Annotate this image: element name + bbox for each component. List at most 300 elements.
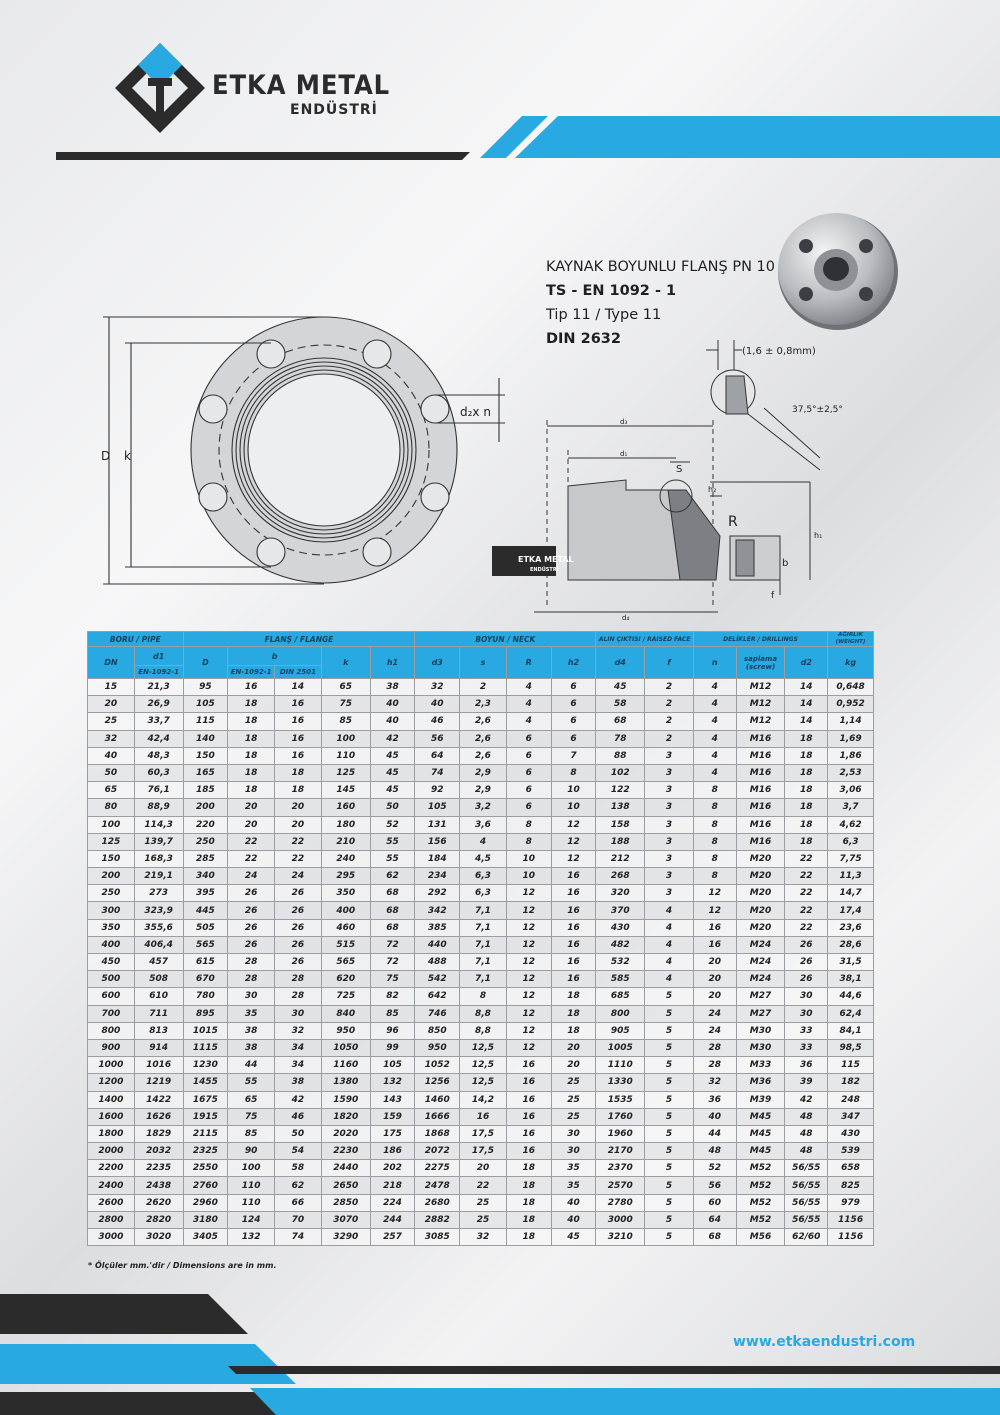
table-cell: 440 [415, 936, 460, 953]
table-cell: 22 [785, 885, 828, 902]
table-cell: 58 [275, 1160, 322, 1177]
table-cell: 114,3 [134, 816, 183, 833]
table-cell: 350 [88, 919, 135, 936]
table-cell: 3085 [415, 1229, 460, 1246]
table-cell: 8 [506, 833, 551, 850]
dim-d4-label: d₄ [622, 614, 630, 622]
table-cell: 395 [183, 885, 228, 902]
table-cell: 50 [88, 764, 135, 781]
table-cell: 30 [275, 1005, 322, 1022]
table-cell: 138 [596, 799, 645, 816]
table-cell: 2115 [183, 1125, 228, 1142]
table-cell: 8 [693, 782, 736, 799]
table-cell: 20 [228, 816, 275, 833]
table-cell: 45 [596, 679, 645, 696]
table-cell: 2200 [88, 1160, 135, 1177]
table-cell: 8 [693, 816, 736, 833]
table-cell: 18 [506, 1229, 551, 1246]
table-cell: 895 [183, 1005, 228, 1022]
table-row [88, 1177, 874, 1194]
table-cell: 139,7 [134, 833, 183, 850]
table-cell: M20 [736, 885, 785, 902]
table-cell: 30 [551, 1143, 596, 1160]
table-cell: 620 [321, 971, 370, 988]
table-cell: 38 [228, 1022, 275, 1039]
table-cell: 62/60 [785, 1229, 828, 1246]
table-cell: 25 [88, 713, 135, 730]
table-cell: 8 [506, 816, 551, 833]
table-row [88, 919, 874, 936]
table-cell: 68 [693, 1229, 736, 1246]
table-cell: 22 [785, 902, 828, 919]
table-cell: 565 [321, 954, 370, 971]
table-row [88, 850, 874, 867]
table-cell: 515 [321, 936, 370, 953]
table-cell: 460 [321, 919, 370, 936]
brand-name: ETKA METAL [212, 70, 391, 101]
table-cell: 488 [415, 954, 460, 971]
table-cell: 825 [828, 1177, 874, 1194]
table-cell: 132 [228, 1229, 275, 1246]
table-row [88, 1143, 874, 1160]
product-title-line3: Tip 11 / Type 11 [546, 307, 662, 323]
group-weight: AĞIRLIK (WEIGHT) [828, 632, 874, 647]
table-cell: 24 [228, 868, 275, 885]
table-cell: 48 [785, 1143, 828, 1160]
table-cell: 92 [415, 782, 460, 799]
table-cell: 48,3 [134, 747, 183, 764]
table-cell: 1156 [828, 1211, 874, 1228]
col-kg: kg [828, 647, 874, 679]
table-cell: 20 [275, 816, 322, 833]
table-cell: 40 [88, 747, 135, 764]
table-cell: 115 [828, 1057, 874, 1074]
table-cell: 2235 [134, 1160, 183, 1177]
table-cell: 5 [645, 1039, 694, 1056]
table-cell: 66 [275, 1194, 322, 1211]
table-cell: 8,8 [460, 1022, 507, 1039]
table-cell: 24 [693, 1005, 736, 1022]
table-cell: 2820 [134, 1211, 183, 1228]
table-body [88, 679, 874, 1246]
table-cell: 210 [321, 833, 370, 850]
table-cell: 56/55 [785, 1211, 828, 1228]
table-cell: 185 [183, 782, 228, 799]
table-cell: 1256 [415, 1074, 460, 1091]
table-cell: M12 [736, 679, 785, 696]
table-cell: 3 [645, 850, 694, 867]
table-cell: 12 [551, 833, 596, 850]
col-f: f [645, 647, 694, 679]
table-cell: 670 [183, 971, 228, 988]
table-cell: M24 [736, 954, 785, 971]
table-cell: 85 [228, 1125, 275, 1142]
brand-subtitle: ENDÜSTRİ [290, 102, 378, 118]
table-cell: 746 [415, 1005, 460, 1022]
table-cell: 1868 [415, 1125, 460, 1142]
table-cell: 16 [551, 954, 596, 971]
table-cell: 1535 [596, 1091, 645, 1108]
table-cell: 16 [551, 936, 596, 953]
table-cell: 202 [370, 1160, 415, 1177]
table-cell: M45 [736, 1125, 785, 1142]
table-cell: 450 [88, 954, 135, 971]
flange-photo [772, 206, 902, 336]
table-cell: 12 [506, 1039, 551, 1056]
table-cell: M30 [736, 1022, 785, 1039]
table-cell: 4 [645, 971, 694, 988]
table-cell: 6 [551, 713, 596, 730]
table-cell: 132 [370, 1074, 415, 1091]
table-cell: 24 [693, 1022, 736, 1039]
table-cell: 12 [506, 954, 551, 971]
table-row [88, 885, 874, 902]
table-cell: 212 [596, 850, 645, 867]
table-cell: 125 [88, 833, 135, 850]
table-cell: 62,4 [828, 1005, 874, 1022]
table-cell: 50 [370, 799, 415, 816]
table-cell: 22 [785, 868, 828, 885]
table-cell: 1,86 [828, 747, 874, 764]
table-cell: 12 [551, 850, 596, 867]
table-cell: 102 [596, 764, 645, 781]
table-cell: 68 [370, 919, 415, 936]
table-cell: 60,3 [134, 764, 183, 781]
table-cell: 5 [645, 1160, 694, 1177]
table-cell: 70 [275, 1211, 322, 1228]
table-cell: 26 [228, 919, 275, 936]
table-cell: 12,5 [460, 1039, 507, 1056]
table-cell: 30 [551, 1125, 596, 1142]
table-cell: 3290 [321, 1229, 370, 1246]
website-link[interactable]: www.etkaendustri.com [733, 1334, 916, 1350]
table-row [88, 988, 874, 1005]
dim-d2n-label: d₂x n [460, 405, 491, 419]
table-cell: 257 [370, 1229, 415, 1246]
table-cell: 840 [321, 1005, 370, 1022]
table-row [88, 1039, 874, 1056]
table-cell: 1016 [134, 1057, 183, 1074]
table-cell: 10 [506, 868, 551, 885]
table-cell: 1400 [88, 1091, 135, 1108]
table-row [88, 902, 874, 919]
dim-d1-label: d₁ [620, 450, 628, 458]
table-row [88, 1091, 874, 1108]
table-cell: 4,62 [828, 816, 874, 833]
table-cell: 457 [134, 954, 183, 971]
table-cell: 34 [275, 1057, 322, 1074]
table-cell: 508 [134, 971, 183, 988]
group-flange: FLANŞ / FLANGE [183, 632, 415, 647]
table-cell: 10 [551, 799, 596, 816]
table-row [88, 1211, 874, 1228]
table-cell: 20 [275, 799, 322, 816]
table-cell: 6,3 [828, 833, 874, 850]
table-cell: 22 [228, 833, 275, 850]
col-k: k [321, 647, 370, 679]
table-cell: 180 [321, 816, 370, 833]
dim-D-label: D [101, 449, 111, 463]
table-cell: 3 [645, 747, 694, 764]
table-cell: 780 [183, 988, 228, 1005]
table-cell: 52 [370, 816, 415, 833]
table-cell: 5 [645, 1229, 694, 1246]
table-cell: 44 [228, 1057, 275, 1074]
table-cell: 6 [551, 730, 596, 747]
table-cell: 28,6 [828, 936, 874, 953]
table-cell: 14,2 [460, 1091, 507, 1108]
table-cell: 14 [785, 696, 828, 713]
table-row [88, 696, 874, 713]
table-cell: 96 [370, 1022, 415, 1039]
table-cell: 1666 [415, 1108, 460, 1125]
table-cell: 45 [370, 747, 415, 764]
table-cell: M56 [736, 1229, 785, 1246]
table-cell: 17,4 [828, 902, 874, 919]
table-cell: 80 [88, 799, 135, 816]
table-cell: 400 [321, 902, 370, 919]
table-cell: M39 [736, 1091, 785, 1108]
table-cell: 85 [370, 1005, 415, 1022]
table-cell: 5 [645, 1108, 694, 1125]
table-cell: 38 [370, 679, 415, 696]
table-cell: 156 [415, 833, 460, 850]
table-cell: M12 [736, 713, 785, 730]
table-cell: 12 [551, 816, 596, 833]
table-cell: 1000 [88, 1057, 135, 1074]
table-cell: 158 [596, 816, 645, 833]
table-cell: 68 [370, 902, 415, 919]
table-cell: 5 [645, 1057, 694, 1074]
table-cell: 250 [88, 885, 135, 902]
dim-angle-label: 37,5°±2,5° [792, 405, 843, 415]
table-cell: 292 [415, 885, 460, 902]
table-cell: 56/55 [785, 1177, 828, 1194]
table-cell: 42,4 [134, 730, 183, 747]
table-cell: 28 [228, 971, 275, 988]
table-cell: 75 [370, 971, 415, 988]
table-cell: 2,9 [460, 764, 507, 781]
table-cell: 110 [228, 1177, 275, 1194]
table-cell: 26 [275, 954, 322, 971]
table-cell: 186 [370, 1143, 415, 1160]
flange-front-drawing [95, 312, 515, 594]
table-row [88, 816, 874, 833]
table-cell: 56/55 [785, 1160, 828, 1177]
table-cell: 2 [645, 696, 694, 713]
table-cell: 323,9 [134, 902, 183, 919]
table-cell: 22 [228, 850, 275, 867]
table-cell: 14 [785, 679, 828, 696]
table-cell: 25 [551, 1108, 596, 1125]
col-d4: d4 [596, 647, 645, 679]
table-cell: 8 [693, 799, 736, 816]
table-cell: 105 [183, 696, 228, 713]
table-cell: 18 [228, 782, 275, 799]
table-cell: 18 [506, 1177, 551, 1194]
table-cell: 48 [693, 1143, 736, 1160]
table-row [88, 679, 874, 696]
table-cell: 40 [551, 1194, 596, 1211]
table-cell: 3,06 [828, 782, 874, 799]
table-cell: 10 [506, 850, 551, 867]
table-cell: 16 [506, 1125, 551, 1142]
table-cell: 20 [551, 1039, 596, 1056]
table-cell: 18 [228, 696, 275, 713]
table-cell: 220 [183, 816, 228, 833]
col-s: s [460, 647, 507, 679]
table-cell: 8 [693, 868, 736, 885]
table-cell: 32 [88, 730, 135, 747]
table-cell: 12 [506, 885, 551, 902]
table-cell: 8 [693, 850, 736, 867]
table-cell: 16 [506, 1057, 551, 1074]
table-cell: 6 [506, 730, 551, 747]
header-stripes [0, 110, 1000, 170]
table-cell: 295 [321, 868, 370, 885]
table-row [88, 1194, 874, 1211]
table-cell: 1330 [596, 1074, 645, 1091]
table-cell: M27 [736, 1005, 785, 1022]
table-cell: 2,9 [460, 782, 507, 799]
table-cell: 143 [370, 1091, 415, 1108]
table-cell: 44 [693, 1125, 736, 1142]
table-cell: 32 [415, 679, 460, 696]
table-cell: 850 [415, 1022, 460, 1039]
table-cell: 78 [596, 730, 645, 747]
table-cell: 17,5 [460, 1143, 507, 1160]
dim-gap-label: (1,6 ± 0,8mm) [742, 346, 816, 357]
table-cell: 12 [506, 936, 551, 953]
table-cell: M24 [736, 971, 785, 988]
table-cell: 15 [88, 679, 135, 696]
col-b: b [228, 647, 322, 666]
table-row [88, 730, 874, 747]
table-cell: 1160 [321, 1057, 370, 1074]
table-cell: 1230 [183, 1057, 228, 1074]
table-cell: 4 [645, 936, 694, 953]
table-cell: 39 [785, 1074, 828, 1091]
table-cell: 26 [785, 971, 828, 988]
table-cell: 110 [321, 747, 370, 764]
table-cell: 188 [596, 833, 645, 850]
dim-d3-label: d₃ [620, 418, 628, 426]
table-cell: 160 [321, 799, 370, 816]
table-cell: 600 [88, 988, 135, 1005]
table-cell: 46 [275, 1108, 322, 1125]
table-cell: 5 [645, 1022, 694, 1039]
table-row [88, 782, 874, 799]
table-cell: 75 [228, 1108, 275, 1125]
table-cell: 16 [506, 1074, 551, 1091]
table-cell: 20 [460, 1160, 507, 1177]
table-cell: 42 [275, 1091, 322, 1108]
table-cell: 445 [183, 902, 228, 919]
table-cell: 3,6 [460, 816, 507, 833]
table-cell: 615 [183, 954, 228, 971]
table-cell: M52 [736, 1177, 785, 1194]
table-cell: 159 [370, 1108, 415, 1125]
table-cell: 4 [645, 919, 694, 936]
table-cell: 7,1 [460, 919, 507, 936]
table-cell: 2400 [88, 1177, 135, 1194]
table-cell: 4 [693, 713, 736, 730]
table-cell: 3,2 [460, 799, 507, 816]
table-cell: 5 [645, 1211, 694, 1228]
table-cell: 16 [551, 971, 596, 988]
table-cell: 8,8 [460, 1005, 507, 1022]
table-cell: 84,1 [828, 1022, 874, 1039]
table-cell: 3070 [321, 1211, 370, 1228]
table-cell: 3180 [183, 1211, 228, 1228]
table-cell: 16 [506, 1143, 551, 1160]
table-cell: 585 [596, 971, 645, 988]
table-cell: 12 [506, 1005, 551, 1022]
table-cell: 18 [228, 747, 275, 764]
table-cell: 1015 [183, 1022, 228, 1039]
table-cell: 430 [596, 919, 645, 936]
table-cell: 12 [506, 971, 551, 988]
table-cell: 45 [370, 764, 415, 781]
table-cell: 65 [321, 679, 370, 696]
table-cell: 12 [693, 885, 736, 902]
group-raised-face: ALIN ÇIKTISI / RAISED FACE [596, 632, 694, 647]
table-cell: 98,5 [828, 1039, 874, 1056]
table-cell: 30 [785, 1005, 828, 1022]
table-cell: 1590 [321, 1091, 370, 1108]
table-cell: 16 [275, 730, 322, 747]
table-cell: 12 [506, 902, 551, 919]
table-cell: 64 [415, 747, 460, 764]
table-cell: 2600 [88, 1194, 135, 1211]
table-cell: M16 [736, 799, 785, 816]
table-cell: 18 [551, 1005, 596, 1022]
table-cell: 100 [88, 816, 135, 833]
table-cell: 16 [460, 1108, 507, 1125]
table-cell: 2960 [183, 1194, 228, 1211]
col-d1-standard: EN-1092-1 [134, 666, 183, 679]
table-cell: 2,53 [828, 764, 874, 781]
table-cell: 800 [596, 1005, 645, 1022]
table-cell: 1,69 [828, 730, 874, 747]
table-cell: 28 [275, 971, 322, 988]
table-cell: 3210 [596, 1229, 645, 1246]
table-cell: 75 [321, 696, 370, 713]
table-cell: 4 [693, 679, 736, 696]
group-pipe: BORU / PIPE [88, 632, 184, 647]
table-cell: 2680 [415, 1194, 460, 1211]
table-cell: 30 [785, 988, 828, 1005]
table-cell: 12 [506, 1022, 551, 1039]
table-cell: 900 [88, 1039, 135, 1056]
table-cell: M20 [736, 919, 785, 936]
table-cell: M16 [736, 747, 785, 764]
table-cell: 18 [785, 833, 828, 850]
table-cell: 90 [228, 1143, 275, 1160]
table-cell: 40 [551, 1211, 596, 1228]
table-cell: M16 [736, 816, 785, 833]
table-cell: 28 [693, 1039, 736, 1056]
table-cell: 1156 [828, 1229, 874, 1246]
table-cell: M20 [736, 850, 785, 867]
table-cell: 2620 [134, 1194, 183, 1211]
table-row [88, 954, 874, 971]
dimensions-note: * Ölçüler mm.'dir / Dimensions are in mm. [88, 1261, 277, 1270]
table-cell: 34 [275, 1039, 322, 1056]
table-cell: M30 [736, 1039, 785, 1056]
table-cell: 1760 [596, 1108, 645, 1125]
table-cell: 45 [551, 1229, 596, 1246]
